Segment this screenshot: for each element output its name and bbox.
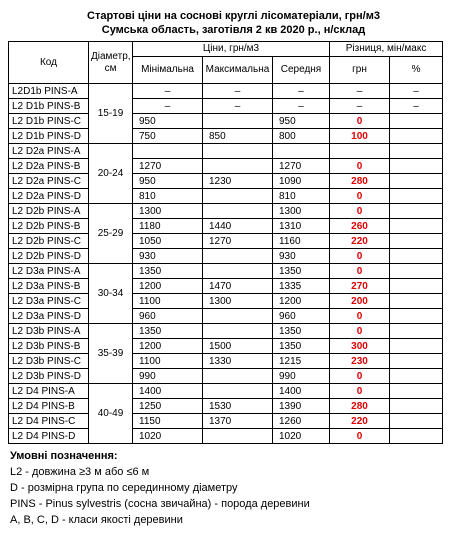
cell-diff: 0 — [330, 369, 390, 384]
cell-min: 1180 — [133, 219, 203, 234]
cell-min: 1050 — [133, 234, 203, 249]
cell-diff: 270 — [330, 279, 390, 294]
price-table — [8, 41, 443, 444]
cell-code: L2 D4 PINS-D — [9, 429, 89, 444]
cell-code: L2D1b PINS-A — [9, 84, 89, 99]
cell-max: 850 — [203, 129, 273, 144]
table-row — [9, 384, 443, 399]
table-row — [9, 309, 443, 324]
cell-avg: 1350 — [273, 264, 330, 279]
cell-min: – — [133, 99, 203, 114]
table-row — [9, 429, 443, 444]
note-line: A, B, C, D - класи якості деревини — [10, 514, 183, 526]
cell-avg: 1310 — [273, 219, 330, 234]
cell-diff: 220 — [330, 414, 390, 429]
cell-pct — [390, 399, 443, 414]
cell-code: L2 D2b PINS-B — [9, 219, 89, 234]
cell-diff: 260 — [330, 219, 390, 234]
cell-max — [203, 144, 273, 159]
cell-max — [203, 159, 273, 174]
cell-avg: 1200 — [273, 294, 330, 309]
cell-pct — [390, 339, 443, 354]
cell-pct — [390, 144, 443, 159]
cell-min: – — [133, 84, 203, 99]
cell-diff: 200 — [330, 294, 390, 309]
cell-pct — [390, 354, 443, 369]
cell-pct — [390, 114, 443, 129]
cell-avg — [273, 144, 330, 159]
cell-code: L2 D3b PINS-A — [9, 324, 89, 339]
cell-avg: 1160 — [273, 234, 330, 249]
cell-code: L2 D3a PINS-C — [9, 294, 89, 309]
cell-code: L2 D1b PINS-C — [9, 114, 89, 129]
cell-diff: 280 — [330, 399, 390, 414]
cell-pct — [390, 234, 443, 249]
table-row — [9, 324, 443, 339]
table-row — [9, 339, 443, 354]
cell-max: 1330 — [203, 354, 273, 369]
title-line-1: Стартові ціни на соснові круглі лісоматеріали, грн/м3 — [87, 10, 380, 22]
cell-min: 1100 — [133, 354, 203, 369]
cell-max — [203, 369, 273, 384]
cell-min: 1250 — [133, 399, 203, 414]
cell-max — [203, 189, 273, 204]
header-uah: грн — [330, 57, 390, 84]
cell-min: 990 — [133, 369, 203, 384]
cell-diff: 0 — [330, 384, 390, 399]
table-row — [9, 369, 443, 384]
cell-pct — [390, 264, 443, 279]
cell-max — [203, 114, 273, 129]
cell-avg: 1390 — [273, 399, 330, 414]
table-row — [9, 99, 443, 114]
table-row — [9, 354, 443, 369]
cell-code: L2 D4 PINS-A — [9, 384, 89, 399]
cell-max — [203, 324, 273, 339]
cell-code: L2 D1b PINS-B — [9, 99, 89, 114]
table-row — [9, 144, 443, 159]
cell-pct — [390, 159, 443, 174]
cell-code: L2 D2b PINS-D — [9, 249, 89, 264]
cell-code: L2 D2a PINS-B — [9, 159, 89, 174]
table-row — [9, 189, 443, 204]
header-diff: Різниця, мін/макс — [330, 42, 443, 57]
table-row — [9, 204, 443, 219]
cell-avg: 1090 — [273, 174, 330, 189]
cell-min: 1300 — [133, 204, 203, 219]
cell-code: L2 D3b PINS-C — [9, 354, 89, 369]
cell-code: L2 D2b PINS-A — [9, 204, 89, 219]
cell-diff: 100 — [330, 129, 390, 144]
cell-min: 950 — [133, 174, 203, 189]
cell-pct — [390, 204, 443, 219]
table-row — [9, 414, 443, 429]
cell-diff: 300 — [330, 339, 390, 354]
table-body — [9, 84, 443, 444]
cell-code: L2 D2a PINS-A — [9, 144, 89, 159]
cell-max — [203, 204, 273, 219]
header-min: Мінімальна — [133, 57, 203, 84]
cell-min: 750 — [133, 129, 203, 144]
cell-code: L2 D3b PINS-B — [9, 339, 89, 354]
table-row — [9, 219, 443, 234]
cell-avg: 1215 — [273, 354, 330, 369]
note-line: D - розмірна група по серединному діаметру — [10, 482, 238, 494]
cell-diff — [330, 144, 390, 159]
cell-diff: – — [330, 99, 390, 114]
cell-code: L2 D4 PINS-B — [9, 399, 89, 414]
cell-diff: 0 — [330, 249, 390, 264]
cell-min: 1350 — [133, 324, 203, 339]
table-row — [9, 399, 443, 414]
cell-min: 810 — [133, 189, 203, 204]
title-line-2: Сумська область, заготівля 2 кв 2020 р., н/склад — [101, 24, 366, 36]
cell-code: L2 D3a PINS-A — [9, 264, 89, 279]
cell-pct — [390, 309, 443, 324]
header-diameter: Діаметр, см — [89, 42, 133, 84]
cell-diameter: 35-39 — [89, 324, 133, 384]
cell-diff: 0 — [330, 324, 390, 339]
cell-avg: 1350 — [273, 324, 330, 339]
cell-pct: – — [390, 99, 443, 114]
cell-max: 1500 — [203, 339, 273, 354]
table-row — [9, 159, 443, 174]
cell-max: – — [203, 84, 273, 99]
cell-pct — [390, 294, 443, 309]
cell-avg: 1270 — [273, 159, 330, 174]
cell-pct — [390, 249, 443, 264]
cell-max: 1440 — [203, 219, 273, 234]
cell-avg: 1400 — [273, 384, 330, 399]
header-code: Код — [9, 42, 89, 84]
cell-min: 930 — [133, 249, 203, 264]
cell-avg: 960 — [273, 309, 330, 324]
cell-max — [203, 429, 273, 444]
cell-diff: 0 — [330, 204, 390, 219]
cell-avg: – — [273, 99, 330, 114]
cell-diameter: 40-49 — [89, 384, 133, 444]
cell-diff: 220 — [330, 234, 390, 249]
cell-min: 1150 — [133, 414, 203, 429]
cell-avg: 1350 — [273, 339, 330, 354]
cell-diff: 0 — [330, 264, 390, 279]
cell-max: 1470 — [203, 279, 273, 294]
cell-avg: 1260 — [273, 414, 330, 429]
notes-heading: Умовні позначення: — [10, 450, 118, 462]
cell-code: L2 D4 PINS-C — [9, 414, 89, 429]
cell-min: 950 — [133, 114, 203, 129]
cell-max — [203, 309, 273, 324]
cell-pct — [390, 189, 443, 204]
cell-code: L2 D3b PINS-D — [9, 369, 89, 384]
cell-avg: 800 — [273, 129, 330, 144]
cell-code: L2 D1b PINS-D — [9, 129, 89, 144]
cell-diameter: 30-34 — [89, 264, 133, 324]
cell-min: 1100 — [133, 294, 203, 309]
table-row — [9, 234, 443, 249]
cell-min: 1200 — [133, 339, 203, 354]
cell-avg: 990 — [273, 369, 330, 384]
cell-avg: 1335 — [273, 279, 330, 294]
cell-pct — [390, 414, 443, 429]
cell-diff: 0 — [330, 309, 390, 324]
table-row — [9, 264, 443, 279]
cell-min: 1200 — [133, 279, 203, 294]
cell-code: L2 D3a PINS-B — [9, 279, 89, 294]
cell-diff: 0 — [330, 114, 390, 129]
cell-max: 1230 — [203, 174, 273, 189]
note-line: PINS - Pinus sylvestris (сосна звичайна) - порода деревини — [10, 498, 310, 510]
cell-diff: – — [330, 84, 390, 99]
header-max: Максимальна — [203, 57, 273, 84]
cell-code: L2 D3a PINS-D — [9, 309, 89, 324]
cell-code: L2 D2b PINS-C — [9, 234, 89, 249]
table-row — [9, 84, 443, 99]
cell-min: 1270 — [133, 159, 203, 174]
header-pct: % — [390, 57, 443, 84]
cell-max: 1270 — [203, 234, 273, 249]
cell-max — [203, 384, 273, 399]
cell-min: 1400 — [133, 384, 203, 399]
cell-max: 1300 — [203, 294, 273, 309]
cell-diameter: 15-19 — [89, 84, 133, 144]
cell-pct — [390, 129, 443, 144]
cell-max — [203, 264, 273, 279]
cell-max: 1530 — [203, 399, 273, 414]
cell-diff: 0 — [330, 189, 390, 204]
cell-max: 1370 — [203, 414, 273, 429]
cell-diameter: 20-24 — [89, 144, 133, 204]
table-row — [9, 174, 443, 189]
cell-avg: 1020 — [273, 429, 330, 444]
cell-pct: – — [390, 84, 443, 99]
cell-pct — [390, 219, 443, 234]
cell-min: 960 — [133, 309, 203, 324]
table-row — [9, 114, 443, 129]
cell-max — [203, 249, 273, 264]
cell-min: 1350 — [133, 264, 203, 279]
cell-code: L2 D2a PINS-C — [9, 174, 89, 189]
cell-avg: 810 — [273, 189, 330, 204]
table-row — [9, 249, 443, 264]
cell-avg: 930 — [273, 249, 330, 264]
cell-avg: 1300 — [273, 204, 330, 219]
legend-notes — [10, 448, 467, 528]
cell-pct — [390, 384, 443, 399]
note-line: L2 - довжина ≥3 м або ≤6 м — [10, 466, 150, 478]
cell-avg: – — [273, 84, 330, 99]
cell-min: 1020 — [133, 429, 203, 444]
cell-min — [133, 144, 203, 159]
cell-max: – — [203, 99, 273, 114]
table-row — [9, 294, 443, 309]
page-title — [0, 9, 467, 37]
cell-pct — [390, 279, 443, 294]
cell-code: L2 D2a PINS-D — [9, 189, 89, 204]
table-row — [9, 279, 443, 294]
cell-diff: 280 — [330, 174, 390, 189]
cell-avg: 950 — [273, 114, 330, 129]
header-prices: Ціни, грн/м3 — [133, 42, 330, 57]
cell-pct — [390, 324, 443, 339]
cell-pct — [390, 369, 443, 384]
cell-diameter: 25-29 — [89, 204, 133, 264]
cell-diff: 0 — [330, 159, 390, 174]
table-row — [9, 129, 443, 144]
cell-diff: 230 — [330, 354, 390, 369]
cell-pct — [390, 429, 443, 444]
header-avg: Середня — [273, 57, 330, 84]
cell-pct — [390, 174, 443, 189]
cell-diff: 0 — [330, 429, 390, 444]
